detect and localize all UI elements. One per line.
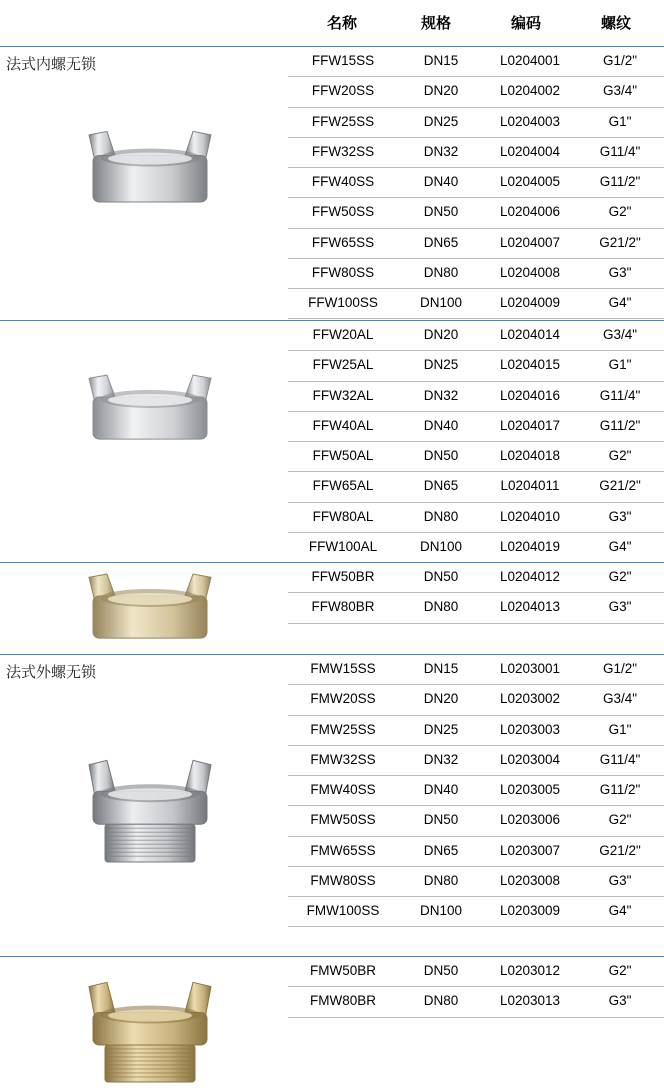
cell-name: FFW50SS bbox=[311, 204, 375, 220]
brass-female-coupling-icon bbox=[75, 571, 225, 649]
cell-thread: G1" bbox=[608, 721, 632, 737]
cell-code: L0203005 bbox=[499, 782, 561, 797]
cell-name: FFW100SS bbox=[308, 295, 378, 310]
cell-code: L0204006 bbox=[499, 204, 561, 220]
cell-thread: G2" bbox=[608, 204, 632, 220]
cell-name: FFW20AL bbox=[312, 327, 374, 342]
cell-spec: DN25 bbox=[423, 721, 459, 737]
cell-thread: G2" bbox=[608, 448, 632, 463]
cell-spec: DN40 bbox=[423, 782, 459, 797]
cell-spec: DN40 bbox=[423, 174, 459, 189]
cell-thread: G1" bbox=[608, 113, 632, 129]
cell-name: FFW25SS bbox=[311, 113, 375, 129]
cell-spec: DN65 bbox=[423, 234, 459, 250]
stainless-male-coupling-icon bbox=[75, 756, 225, 866]
cell-thread: G1/2" bbox=[602, 661, 638, 676]
cell-code: L0203009 bbox=[499, 903, 561, 918]
cell-name: FMW50SS bbox=[310, 812, 376, 828]
cell-spec: DN100 bbox=[419, 903, 463, 918]
cell-thread: G3" bbox=[608, 993, 632, 1009]
cell-spec: DN65 bbox=[423, 478, 459, 494]
cell-spec: DN50 bbox=[423, 812, 459, 828]
stainless-female-coupling-icon bbox=[75, 128, 225, 214]
cell-thread: G3/4" bbox=[602, 83, 638, 99]
cell-thread: G1/2" bbox=[602, 53, 638, 68]
cell-name: FFW20SS bbox=[311, 83, 375, 99]
header-code: 编码 bbox=[510, 14, 541, 32]
cell-code: L0204003 bbox=[499, 113, 561, 129]
cell-spec: DN25 bbox=[423, 357, 459, 373]
cell-code: L0204011 bbox=[500, 478, 560, 494]
cell-thread: G11/2" bbox=[599, 782, 641, 797]
cell-code: L0204018 bbox=[499, 448, 561, 463]
cell-code: L0204007 bbox=[499, 234, 561, 250]
cell-thread: G4" bbox=[608, 295, 632, 310]
cell-name: FFW40SS bbox=[311, 174, 375, 189]
cell-spec: DN65 bbox=[423, 842, 459, 858]
cell-spec: DN100 bbox=[419, 538, 463, 554]
cell-code: L0203003 bbox=[499, 721, 561, 737]
section-title: 法式内螺无锁 bbox=[6, 55, 97, 73]
cell-code: L0204001 bbox=[499, 53, 561, 68]
cell-code: L0203012 bbox=[499, 963, 561, 978]
cell-code: L0204008 bbox=[499, 264, 561, 280]
cell-name: FMW80BR bbox=[309, 993, 376, 1009]
cell-spec: DN100 bbox=[419, 295, 463, 310]
cell-thread: G3" bbox=[608, 599, 632, 615]
cell-spec: DN80 bbox=[423, 508, 459, 524]
cell-spec: DN15 bbox=[423, 53, 459, 68]
cell-name: FMW32SS bbox=[310, 751, 376, 767]
cell-thread: G3" bbox=[608, 264, 632, 280]
cell-thread: G4" bbox=[608, 538, 632, 554]
cell-name: FMW50BR bbox=[309, 963, 376, 978]
cell-code: L0204002 bbox=[499, 83, 561, 99]
header-thread: 螺纹 bbox=[600, 14, 631, 32]
cell-code: L0204014 bbox=[499, 327, 561, 342]
cell-spec: DN80 bbox=[423, 264, 459, 280]
cell-thread: G21/2" bbox=[599, 478, 641, 494]
cell-code: L0204010 bbox=[499, 508, 561, 524]
cell-code: L0203007 bbox=[499, 842, 561, 858]
cell-name: FFW25AL bbox=[312, 357, 374, 373]
cell-code: L0204017 bbox=[499, 417, 561, 433]
cell-code: L0204015 bbox=[499, 357, 561, 373]
cell-thread: G11/2" bbox=[599, 417, 641, 433]
row-divider bbox=[288, 623, 664, 624]
cell-code: L0203001 bbox=[499, 661, 561, 676]
cell-spec: DN15 bbox=[423, 661, 459, 676]
cell-name: FMW65SS bbox=[310, 842, 376, 858]
cell-code: L0204004 bbox=[499, 143, 561, 159]
cell-spec: DN50 bbox=[423, 448, 459, 463]
cell-name: FMW25SS bbox=[310, 721, 376, 737]
cell-name: FMW40SS bbox=[310, 782, 376, 797]
cell-thread: G2" bbox=[608, 569, 632, 584]
cell-code: L0204019 bbox=[499, 538, 561, 554]
cell-code: L0204009 bbox=[499, 295, 561, 310]
cell-spec: DN50 bbox=[423, 569, 459, 584]
cell-spec: DN32 bbox=[423, 143, 459, 159]
cell-code: L0204005 bbox=[499, 174, 561, 189]
header-name: 名称 bbox=[326, 14, 357, 32]
cell-thread: G4" bbox=[608, 903, 632, 918]
cell-spec: DN50 bbox=[423, 963, 459, 978]
cell-name: FFW100AL bbox=[308, 538, 378, 554]
cell-spec: DN80 bbox=[423, 993, 459, 1009]
cell-code: L0203013 bbox=[499, 993, 561, 1009]
cell-thread: G2" bbox=[608, 963, 632, 978]
cell-code: L0203004 bbox=[499, 751, 561, 767]
cell-name: FFW15SS bbox=[311, 53, 375, 68]
cell-thread: G2" bbox=[608, 812, 632, 828]
cell-name: FFW80AL bbox=[312, 508, 374, 524]
cell-spec: DN40 bbox=[423, 417, 459, 433]
cell-name: FFW65SS bbox=[311, 234, 375, 250]
cell-thread: G3/4" bbox=[602, 691, 638, 707]
cell-spec: DN20 bbox=[423, 327, 459, 342]
cell-code: L0204016 bbox=[499, 387, 561, 403]
cell-spec: DN80 bbox=[423, 872, 459, 888]
cell-thread: G1" bbox=[608, 357, 632, 373]
cell-name: FMW15SS bbox=[310, 661, 376, 676]
cell-code: L0204012 bbox=[499, 569, 561, 584]
cell-code: L0203008 bbox=[499, 872, 561, 888]
aluminium-female-coupling-icon bbox=[75, 372, 225, 450]
cell-name: FFW80SS bbox=[311, 264, 375, 280]
cell-name: FFW50BR bbox=[311, 569, 375, 584]
cell-name: FFW50AL bbox=[312, 448, 374, 463]
cell-thread: G11/4" bbox=[599, 387, 641, 403]
section-title: 法式外螺无锁 bbox=[6, 663, 97, 681]
cell-spec: DN32 bbox=[423, 387, 459, 403]
cell-name: FFW80BR bbox=[311, 599, 375, 615]
cell-code: L0203002 bbox=[499, 691, 561, 707]
cell-spec: DN25 bbox=[423, 113, 459, 129]
cell-thread: G11/4" bbox=[599, 143, 641, 159]
cell-name: FFW65AL bbox=[312, 478, 374, 494]
cell-thread: G21/2" bbox=[599, 234, 641, 250]
table-header bbox=[0, 0, 664, 42]
cell-spec: DN20 bbox=[423, 691, 459, 707]
cell-spec: DN50 bbox=[423, 204, 459, 220]
cell-thread: G3" bbox=[608, 508, 632, 524]
cell-thread: G11/2" bbox=[599, 174, 641, 189]
cell-name: FFW32SS bbox=[311, 143, 375, 159]
cell-name: FMW80SS bbox=[310, 872, 376, 888]
cell-thread: G11/4" bbox=[599, 751, 641, 767]
header-spec: 规格 bbox=[420, 14, 451, 32]
brass-male-coupling-icon bbox=[75, 978, 225, 1086]
cell-spec: DN20 bbox=[423, 83, 459, 99]
cell-name: FMW100SS bbox=[306, 903, 380, 918]
cell-name: FFW40AL bbox=[312, 417, 374, 433]
row-divider bbox=[288, 926, 664, 927]
row-divider bbox=[288, 1017, 664, 1018]
cell-code: L0204013 bbox=[499, 599, 561, 615]
cell-name: FFW32AL bbox=[312, 387, 374, 403]
cell-name: FMW20SS bbox=[310, 691, 376, 707]
cell-thread: G3/4" bbox=[602, 327, 638, 342]
cell-thread: G21/2" bbox=[599, 842, 641, 858]
cell-code: L0203006 bbox=[499, 812, 561, 828]
cell-thread: G3" bbox=[608, 872, 632, 888]
cell-spec: DN32 bbox=[423, 751, 459, 767]
cell-spec: DN80 bbox=[423, 599, 459, 615]
